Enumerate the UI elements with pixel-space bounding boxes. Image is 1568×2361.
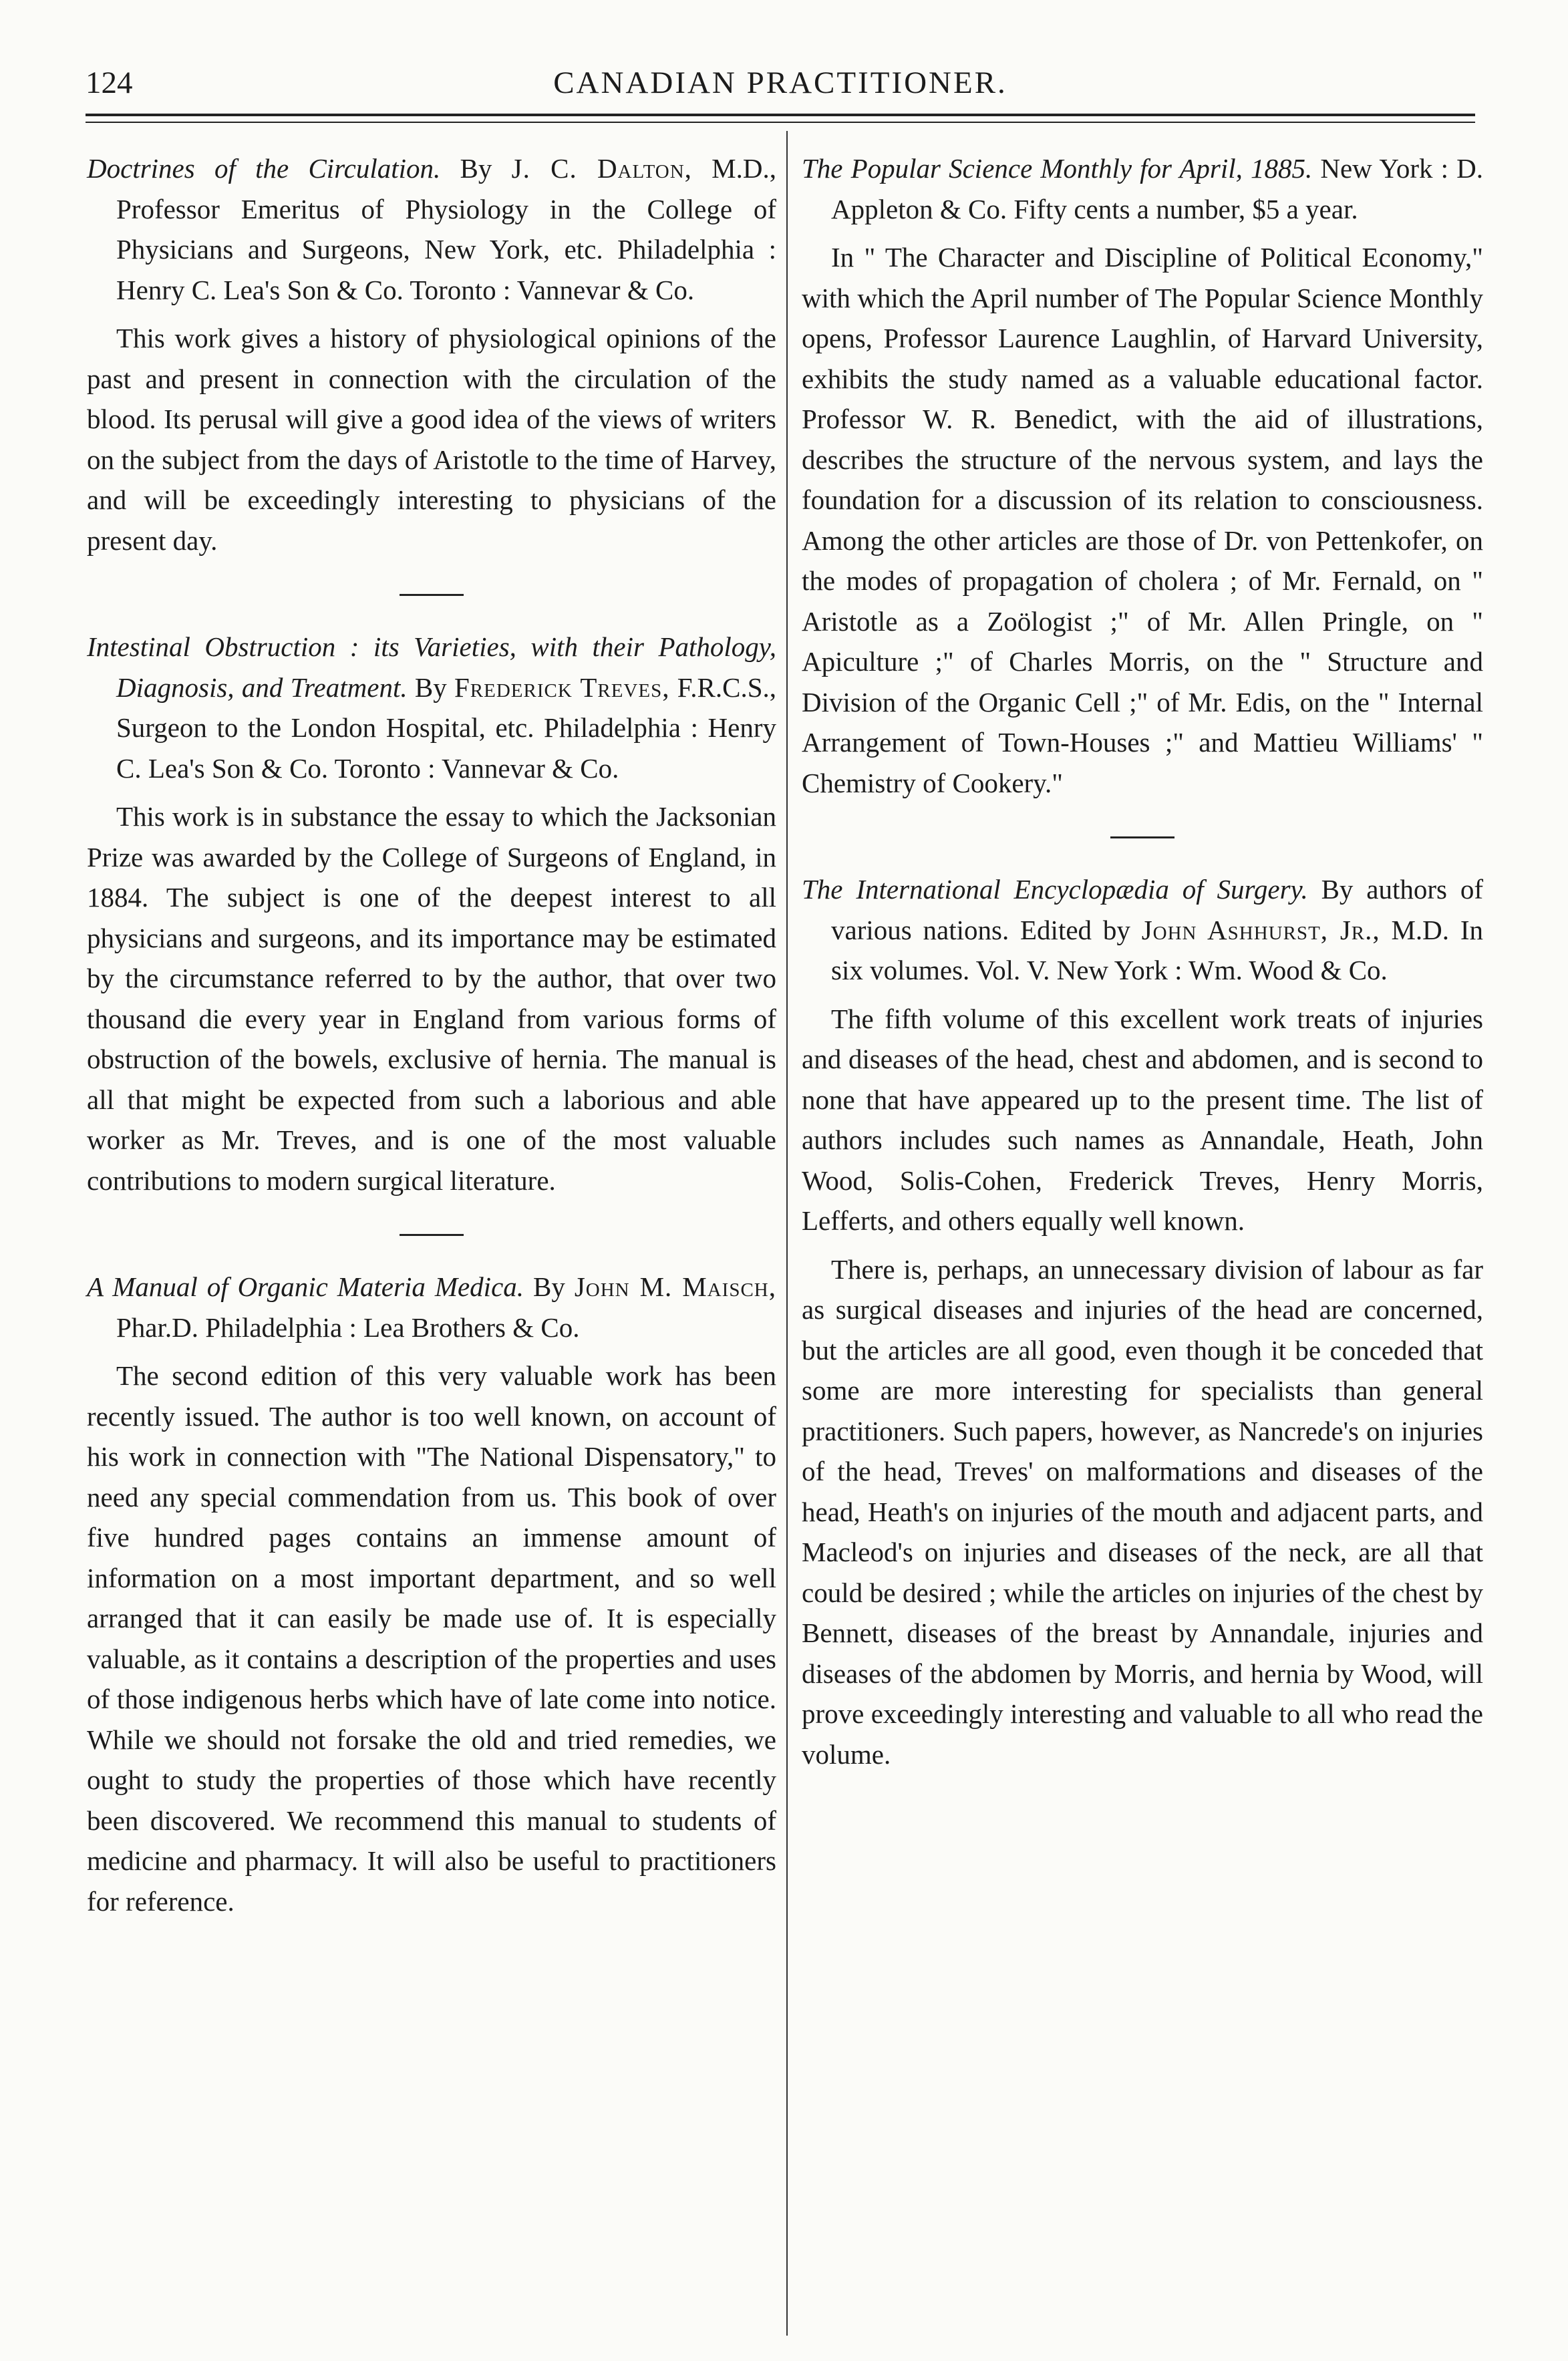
book-title: A Manual of Organic Materia Medica. <box>87 1271 524 1302</box>
book-citation <box>87 1267 776 1348</box>
citation-details: F.R.C.S., Surgeon to the London Hospital, etc. Philadelphia : Henry C. Lea's Son & Co. Toronto : Vannevar & Co. <box>116 671 776 784</box>
book-title: The International Encyclopædia of Surgery. <box>802 874 1308 905</box>
book-title: Doctrines of the Circulation. <box>87 153 441 184</box>
running-title: CANADIAN PRACTITIONER. <box>553 65 1007 100</box>
review-paragraph: The fifth volume of this excellent work treats of injuries and diseases of the head, chest and abdomen, and is second to none that have appeared up to the present time. The list of authors includes such names as Annandale, Heath, John Wood, Solis-Cohen, Frederick Treves, Henry Morris, Lefferts, and others equally well known. <box>802 1003 1483 1236</box>
citation-by: By <box>524 1271 575 1302</box>
right-column <box>802 148 1483 1774</box>
book-title: Intestinal Obstruction : its Varieties, with their Pathology, Diagnosis, and Treatment. <box>87 631 776 703</box>
book-citation <box>87 148 776 310</box>
review-entry-circulation <box>87 148 776 561</box>
page-header <box>86 56 1475 110</box>
book-citation <box>802 869 1483 991</box>
book-citation <box>87 627 776 788</box>
page-number: 124 <box>86 65 133 100</box>
review-paragraph: The second edition of this very valuable work has been recently issued. The author is too well known, on account of his work in connection with "The National Dispensatory," to need any special commendation from us. This book of over five hundred pages contains an immense amount of information on a most important department, and so well arranged that it can easily be made use of. It is especially valuable, as it contains a description of the properties and uses of those indigenous herbs which have of late come into notice. While we should not forsake the old and tried remedies, we ought to study the properties of those which have recently been discovered. We recommend this manual to students of medicine and pharmacy. It will also be useful to practitioners for reference. <box>87 1360 776 1917</box>
review-entry-popular-science <box>802 148 1483 803</box>
citation-by: By <box>407 671 454 703</box>
section-separator <box>400 1234 464 1236</box>
section-separator <box>400 594 464 596</box>
review-paragraph: In " The Character and Discipline of Political Economy," with which the April number of The Popular Science Monthly opens, Professor Laurence Laughlin, of Harvard University, exhibits the study named as a valuable educational factor. Professor W. R. Benedict, with the aid of illustrations, describes the structure of the nervous system, and lays the foundation for a discussion of its relation to consciousness. Among the other articles are those of Dr. von Pettenkofer, on the modes of propagation of cholera ; of Mr. Fernald, on " Aristotle as a Zoölogist ;" of Mr. Allen Pringle, on " Apiculture ;" of Charles Morris, on the " Structure and Division of the Organic Cell ;" of Mr. Edis, on the " Internal Arrangement of Town-Houses ;" and Mattieu Williams' " Chemistry of Cookery." <box>802 242 1483 798</box>
section-separator <box>1110 836 1174 838</box>
header-rule-thin <box>86 122 1475 123</box>
review-entry-materia-medica <box>87 1267 776 1921</box>
book-author: John Ashhurst, Jr., <box>1141 914 1380 945</box>
review-paragraph: This work gives a history of physiological opinions of the past and present in connection with the circulation of the blood. Its perusal will give a good idea of the views of writers on the subject from the days of Aristotle to the time of Harvey, and will be exceedingly interesting to physicians of the present day. <box>87 323 776 556</box>
citation-details: M.D. In six volumes. Vol. V. New York : Wm. Wood & Co. <box>831 914 1484 985</box>
book-citation <box>802 148 1483 229</box>
book-author: John M. Maisch, <box>574 1271 776 1302</box>
book-author: J. C. Dalton, <box>511 153 692 184</box>
header-rule <box>86 114 1475 116</box>
book-title: The Popular Science Monthly for April, 1885. <box>802 153 1313 184</box>
book-author: Frederick Treves, <box>454 671 670 703</box>
review-paragraph: There is, perhaps, an unnecessary division of labour as far as surgical diseases and injuries of the head are concerned, but the articles are all good, even though it be conceded that some are more interesting for specialists than general practitioners. Such papers, however, as Nancrede's on injuries of the head, Treves' on malformations and diseases of the head, Heath's on injuries of the mouth and adjacent parts, and Macleod's on injuries and diseases of the neck, are all that could be desired ; while the articles on injuries of the chest by Bennett, diseases of the breast by Annandale, injuries and diseases of the abdomen by Morris, and hernia by Wood, will prove exceedingly interesting and valuable to all who read the volume. <box>802 1253 1483 1770</box>
review-paragraph: This work is in substance the essay to which the Jacksonian Prize was awarded by the College of Surgeons of England, in 1884. The subject is one of the deepest interest to all physicians and surgeons, and its importance may be estimated by the circumstance referred to by the author, that over two thousand die every year in England from various forms of obstruction of the bowels, exclusive of hernia. The manual is all that might be expected from such a laborious and able worker as Mr. Treves, and is one of the most valuable contributions to modern surgical literature. <box>87 801 776 1196</box>
citation-by: By authors of various nations. Edited by <box>831 874 1483 945</box>
review-entry-encyclopaedia-surgery <box>802 869 1483 1774</box>
column-divider <box>786 131 788 2336</box>
citation-by: By <box>440 153 512 184</box>
citation-details: M.D., Professor Emeritus of Physiology in the College of Physicians and Surgeons, New York, etc. Philadelphia : Henry C. Lea's Son & Co. Toronto : Vannevar & Co. <box>116 153 776 305</box>
left-column <box>87 148 776 1921</box>
citation-details: Phar.D. Philadelphia : Lea Brothers & Co. <box>116 1311 580 1343</box>
review-entry-intestinal-obstruction <box>87 627 776 1201</box>
citation-details: New York : D. Appleton & Co. Fifty cents a number, $5 a year. <box>831 153 1483 224</box>
